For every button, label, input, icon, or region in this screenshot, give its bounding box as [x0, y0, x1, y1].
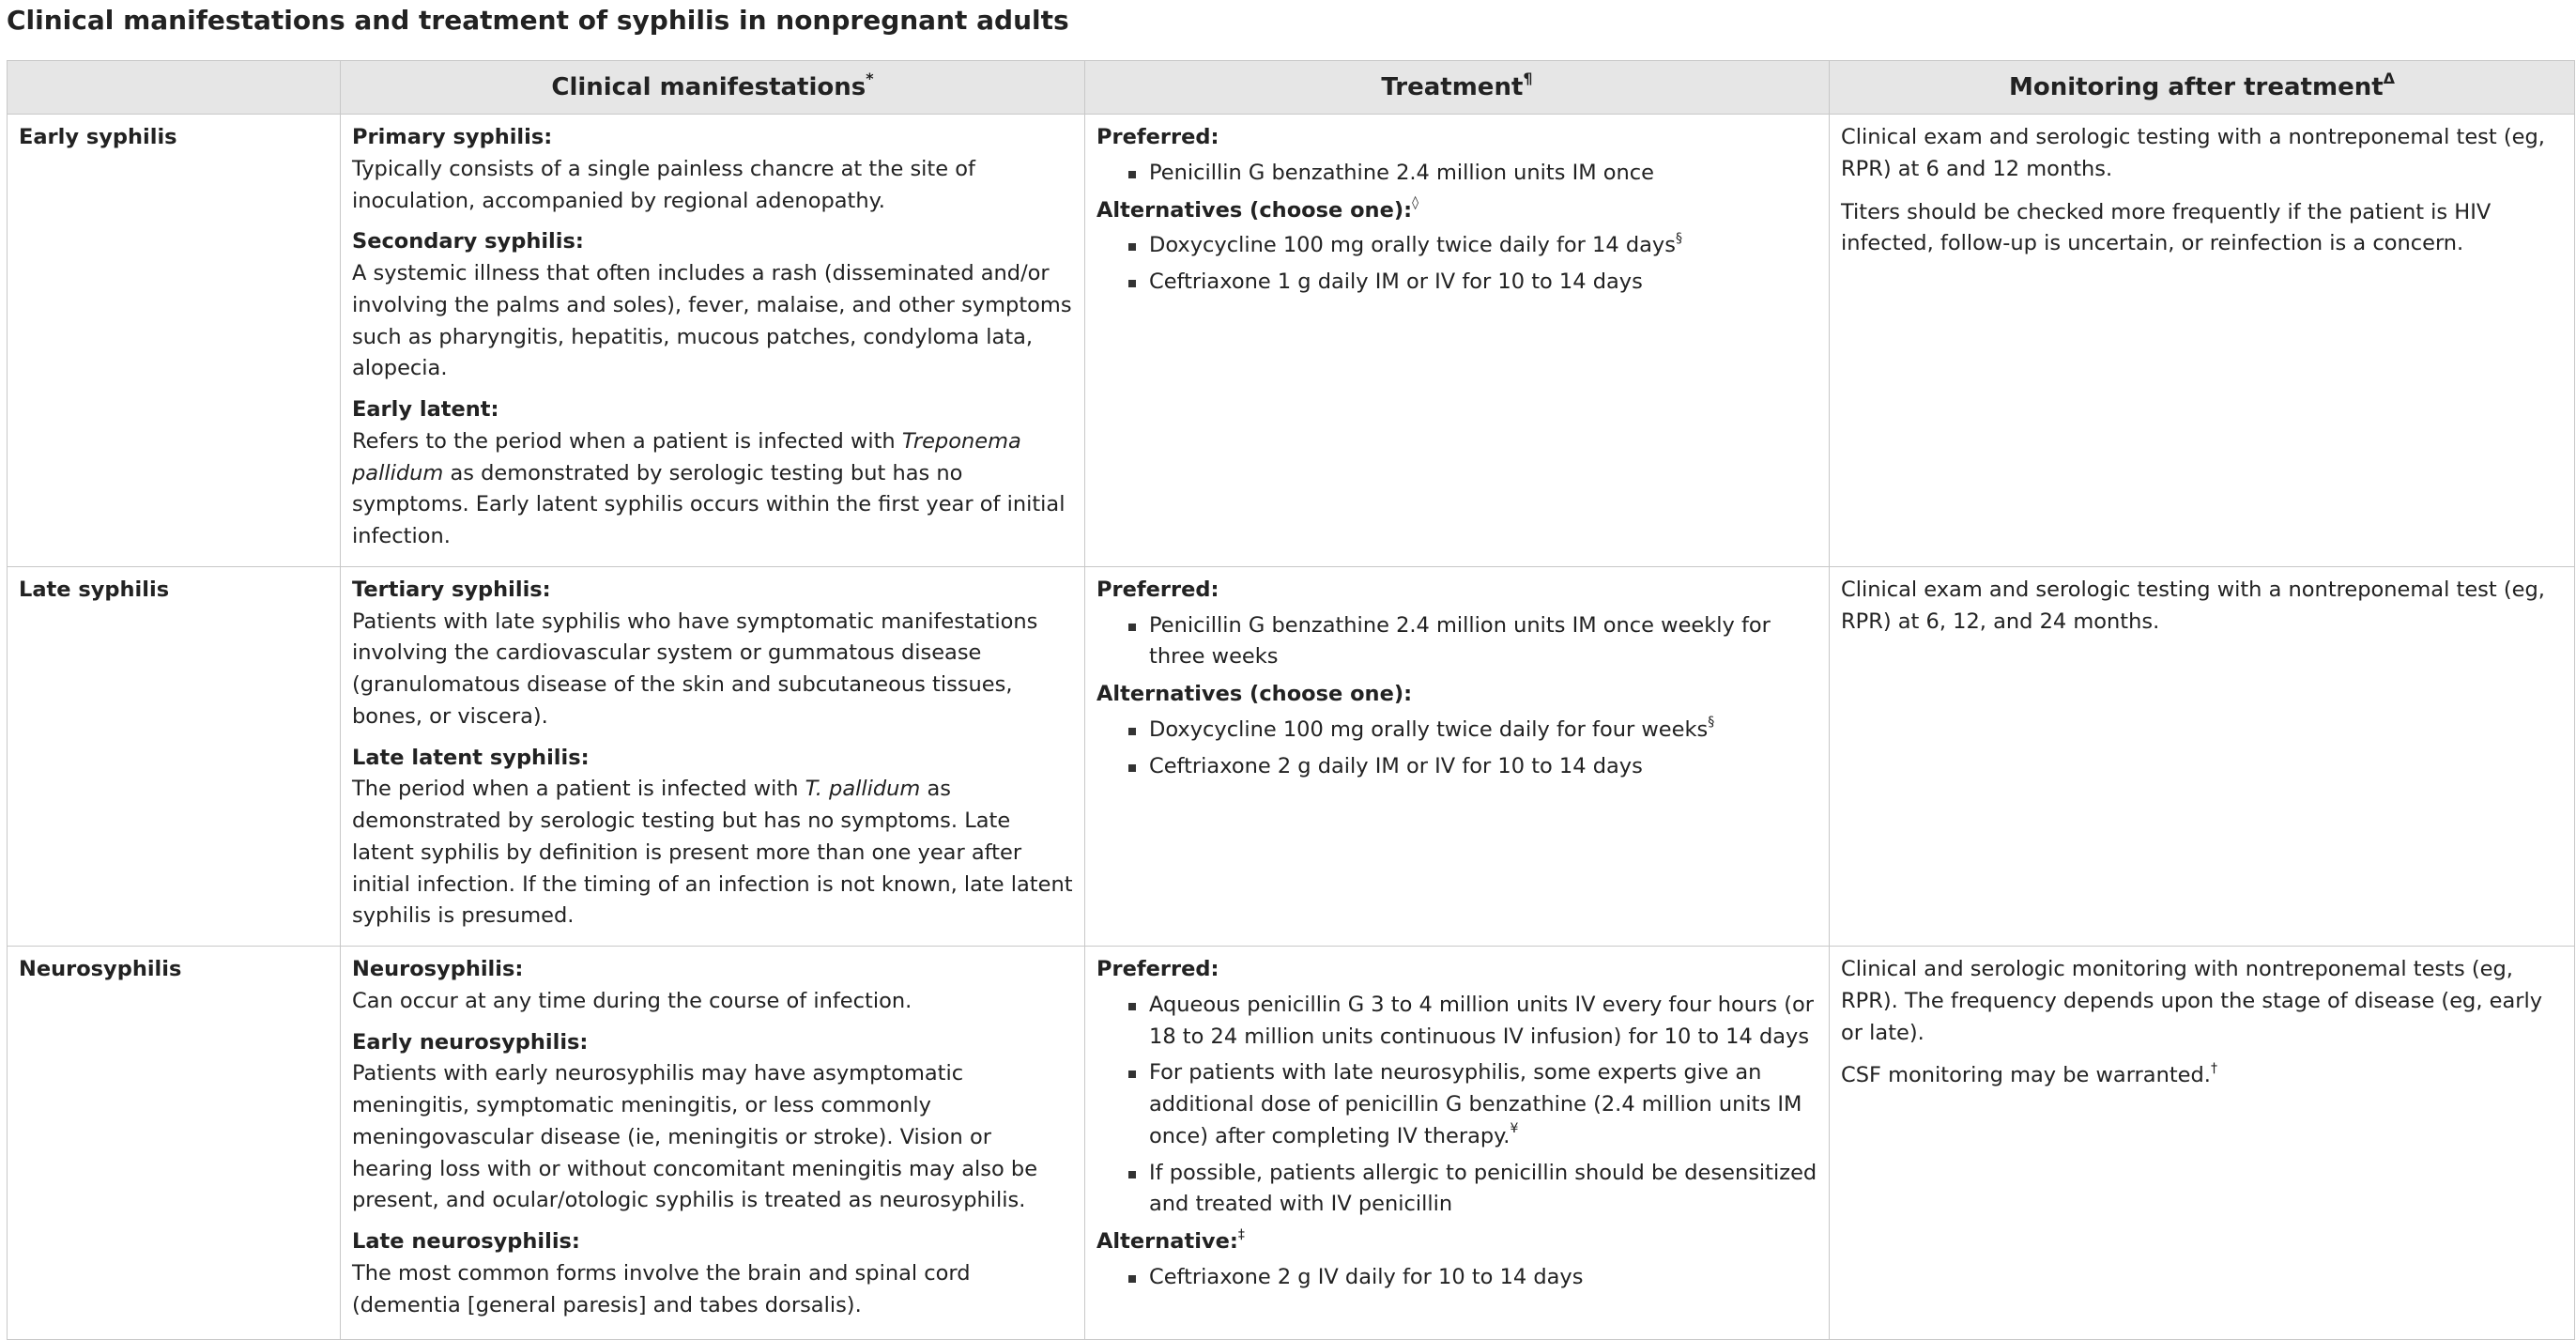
preferred-label: Preferred:: [1096, 577, 1219, 602]
monitoring-text: Clinical exam and serologic testing with a nontreponemal test (eg, RPR) at 6 and 12 months.: [1841, 125, 2545, 181]
page-title: Clinical manifestations and treatment of syphilis in nonpregnant adults: [7, 5, 1069, 36]
manifestation-text: Typically consists of a single painless chancre at the site of inoculation, accompanied by regional adenopathy.: [352, 156, 975, 213]
manifestation-block: [352, 743, 1073, 933]
table-header-row: [8, 61, 2575, 115]
alternatives-list: [1096, 230, 1817, 299]
alternatives-list: [1096, 1262, 1817, 1294]
manifestation-text: Patients with late syphilis who have symptomatic manifestations involving the cardiovascular system or gummatous disease (granulomatous disease of the skin and subcutaneous tissues, bones, or viscera).: [352, 608, 1038, 729]
manifestation-title: Late neurosyphilis:: [352, 1229, 580, 1254]
bullet-icon: [1128, 1275, 1136, 1283]
manifestation-title: Tertiary syphilis:: [352, 577, 551, 602]
row-label-cell: [8, 947, 341, 1340]
list-item: For patients with late neurosyphilis, some experts give an additional dose of penicillin G benzathine (2.4 million units IM once) after completing IV therapy.¥: [1149, 1057, 1817, 1152]
alternatives-label: Alternatives (choose one):◊: [1096, 195, 1419, 223]
header-monitoring: Monitoring after treatment$^\Delta$: [1830, 61, 2575, 115]
bullet-icon: [1128, 624, 1136, 631]
manifestation-text: Can occur at any time during the course of infection.: [352, 988, 912, 1013]
treatment-cell: [1085, 115, 1830, 567]
preferred-list: [1096, 610, 1817, 674]
bullet-icon: [1128, 171, 1136, 178]
manifestation-block: [352, 1027, 1073, 1218]
row-label-cell: [8, 115, 341, 567]
monitoring-cell: [1830, 947, 2575, 1340]
footnote-mark: ¶: [1523, 69, 1533, 87]
alternatives-label: Alternatives (choose one):: [1096, 682, 1413, 706]
footnote-mark: ‡: [1237, 1226, 1245, 1242]
footnote-mark: ◊: [1412, 195, 1419, 210]
footnote-mark: †: [2210, 1060, 2217, 1076]
monitoring-text: Clinical exam and serologic testing with a nontreponemal test (eg, RPR) at 6, 12, and 24 months.: [1841, 577, 2545, 634]
manifestation-block: [352, 226, 1073, 385]
list-item: Ceftriaxone 2 g IV daily for 10 to 14 days: [1149, 1262, 1817, 1294]
alternatives-list: [1096, 715, 1817, 783]
manifestation-text: The period when a patient is infected with T. pallidum as demonstrated by serologic testing but has no symptoms. Late latent syphilis by definition is present more than one year after initial infection. If the timing of an infection is not known, late latent syphilis is presumed.: [352, 777, 1073, 929]
bullet-icon: [1128, 1070, 1136, 1078]
treatment-cell: [1085, 947, 1830, 1340]
row-label: Early syphilis: [19, 125, 177, 149]
organism-name: T. pallidum: [805, 777, 921, 802]
bullet-icon: [1128, 243, 1136, 251]
bullet-icon: [1128, 1003, 1136, 1010]
alternative-label: Alternative:‡: [1096, 1226, 1245, 1254]
manifestation-text: The most common forms involve the brain and spinal cord (dementia [general paresis] and tabes dorsalis).: [352, 1260, 971, 1317]
treatment-cell: [1085, 566, 1830, 946]
preferred-list: [1096, 990, 1817, 1221]
footnote-mark: Δ: [2383, 69, 2396, 87]
bullet-icon: [1128, 764, 1136, 772]
table-row: [8, 115, 2575, 567]
monitoring-text: CSF monitoring may be warranted.†: [1841, 1060, 2217, 1088]
manifestation-text: A systemic illness that often includes a rash (disseminated and/or involving the palms and soles), fever, malaise, and other symptoms such as pharyngitis, hepatitis, mucous patches, condyloma lata, alopecia.: [352, 261, 1072, 381]
monitoring-cell: [1830, 115, 2575, 567]
bullet-icon: [1128, 1171, 1136, 1178]
preferred-label: Preferred:: [1096, 957, 1219, 981]
footnote-mark: *: [866, 69, 874, 87]
manifestation-block: [352, 122, 1073, 217]
list-item: Doxycycline 100 mg orally twice daily for 14 days§: [1149, 230, 1817, 262]
list-item: Aqueous penicillin G 3 to 4 million units IV every four hours (or 18 to 24 million units continuous IV infusion) for 10 to 14 days: [1149, 990, 1817, 1054]
list-item: Penicillin G benzathine 2.4 million units IM once weekly for three weeks: [1149, 610, 1817, 674]
monitoring-text: Clinical and serologic monitoring with nontreponemal tests (eg, RPR). The frequency depends upon the stage of disease (eg, early or late).: [1841, 957, 2543, 1045]
preferred-list: [1096, 158, 1817, 190]
manifestation-block: [352, 575, 1073, 733]
row-label-cell: [8, 566, 341, 946]
list-item: Ceftriaxone 1 g daily IM or IV for 10 to 14 days: [1149, 267, 1817, 299]
bullet-icon: [1128, 728, 1136, 735]
manifestations-cell: [341, 947, 1085, 1340]
row-label: Neurosyphilis: [19, 957, 182, 981]
header-blank: [8, 61, 341, 115]
manifestation-title: Primary syphilis:: [352, 125, 553, 149]
manifestation-title: Neurosyphilis:: [352, 957, 524, 981]
footnote-mark: §: [1675, 230, 1682, 246]
manifestations-cell: [341, 566, 1085, 946]
table-row: [8, 947, 2575, 1340]
manifestation-block: [352, 1226, 1073, 1321]
monitoring-cell: [1830, 566, 2575, 946]
row-label: Late syphilis: [19, 577, 170, 602]
manifestation-title: Secondary syphilis:: [352, 229, 584, 254]
manifestation-text: Refers to the period when a patient is infected with Treponema pallidum as demonstrated by serologic testing but has no symptoms. Early latent syphilis occurs within the first year of initial infection.: [352, 428, 1066, 548]
preferred-label: Preferred:: [1096, 125, 1219, 149]
header-treatment: Treatment¶: [1085, 61, 1830, 115]
manifestation-title: Late latent syphilis:: [352, 745, 590, 770]
syphilis-table: [7, 60, 2575, 1340]
footnote-mark: §: [1708, 715, 1715, 731]
list-item: Doxycycline 100 mg orally twice daily for four weeks§: [1149, 715, 1817, 747]
monitoring-text: Titers should be checked more frequently if the patient is HIV infected, follow-up is uncertain, or reinfection is a concern.: [1841, 199, 2492, 256]
list-item: Penicillin G benzathine 2.4 million units IM once: [1149, 158, 1817, 190]
manifestation-title: Early neurosyphilis:: [352, 1029, 589, 1055]
table-row: [8, 566, 2575, 946]
manifestation-block: [352, 394, 1073, 553]
manifestations-cell: [341, 115, 1085, 567]
header-clinical-manifestations: Clinical manifestations*: [341, 61, 1085, 115]
bullet-icon: [1128, 280, 1136, 287]
list-item: Ceftriaxone 2 g daily IM or IV for 10 to 14 days: [1149, 751, 1817, 783]
manifestation-text: Patients with early neurosyphilis may have asymptomatic meningitis, symptomatic meningitis, or less commonly meningovascular disease (ie, meningitis or stroke). Vision or hearing loss with or without concomitant meningitis may also be present, and ocular/otologic syphilis is treated as neurosyphilis.: [352, 1061, 1038, 1213]
organism-name: Treponema pallidum: [352, 428, 1021, 485]
footnote-mark: ¥: [1510, 1121, 1519, 1137]
list-item: If possible, patients allergic to penicillin should be desensitized and treated with IV penicillin: [1149, 1158, 1817, 1222]
manifestation-block: [352, 954, 1073, 1018]
manifestation-title: Early latent:: [352, 397, 499, 422]
